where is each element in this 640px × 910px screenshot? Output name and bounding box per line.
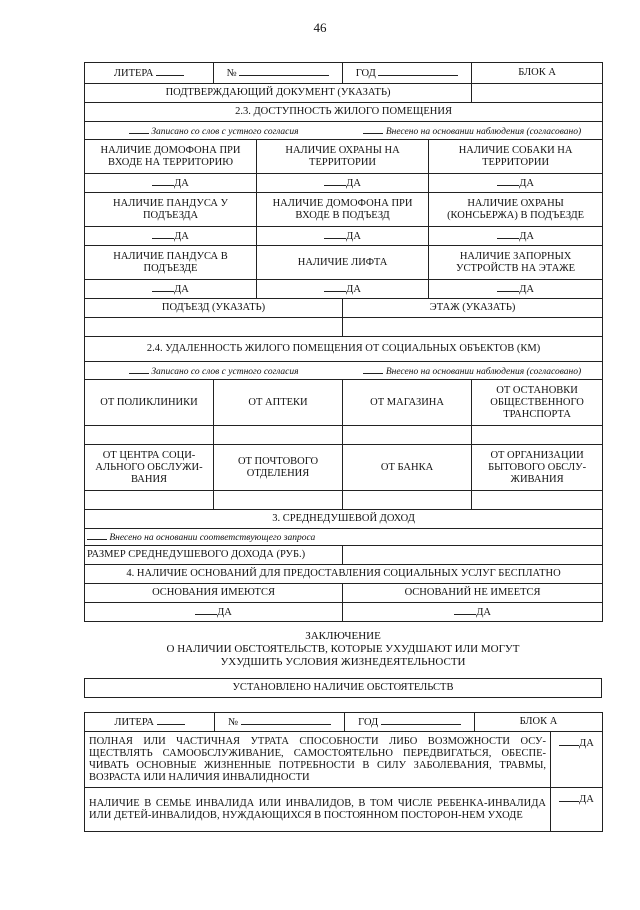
yes-checkbox[interactable]: ДА: [343, 603, 603, 622]
established-table: [84, 678, 602, 698]
dog-territory-label: НАЛИЧИЕ СОБАКИ НА ТЕРРИТОРИИ: [429, 140, 603, 174]
distance-input[interactable]: [472, 491, 603, 510]
note-request[interactable]: Внесено на основании соответствующего запроса: [85, 529, 603, 546]
from-shop-label: ОТ МАГАЗИНА: [343, 380, 472, 426]
distance-input[interactable]: [343, 491, 472, 510]
income-label: РАЗМЕР СРЕДНЕДУШЕВОГО ДОХОДА (РУБ.): [85, 546, 343, 565]
note-observation[interactable]: Внесено на основании наблюдения (согласовано): [343, 362, 603, 380]
from-services-label: ОТ ОРГАНИЗАЦИИ БЫТОВОГО ОБСЛУ-ЖИВАНИЯ: [472, 445, 603, 491]
block-label: БЛОК А: [472, 63, 603, 84]
circumstances-table: [84, 712, 603, 732]
yes-checkbox[interactable]: ДА: [257, 174, 429, 193]
yes-checkbox[interactable]: ДА: [257, 227, 429, 246]
entrance-label: ПОДЪЕЗД (УКАЗАТЬ): [85, 299, 343, 318]
confirm-doc-label: ПОДТВЕРЖДАЮЩИЙ ДОКУМЕНТ (УКАЗАТЬ): [85, 84, 472, 103]
elevator-label: НАЛИЧИЕ ЛИФТА: [257, 246, 429, 280]
from-social-center-label: ОТ ЦЕНТРА СОЦИ-АЛЬНОГО ОБСЛУЖИ-ВАНИЯ: [85, 445, 214, 491]
note-oral[interactable]: Записано со слов с устного согласия: [85, 122, 343, 140]
circumstance-disability: ПОЛНАЯ ИЛИ ЧАСТИЧНАЯ УТРАТА СПОСОБНОСТИ ЛИБО ВОЗМОЖНОСТИ ОСУ-ЩЕСТВЛЯТЬ САМООБСЛУЖИВАНИЕ, САМОСТОЯТЕЛЬНО ПЕРЕДВИГАТЬСЯ, ОБЕСПЕ-ЧИВАТЬ ОСНОВНЫЕ ЖИЗНЕННЫЕ ПОТРЕБНОСТИ В СИЛУ ЗАБОЛЕВАНИЯ, ТРАВМЫ, ВОЗРАСТА ИЛИ НАЛИЧИЯ ИНВАЛИДНОСТИ: [85, 732, 551, 788]
distance-input[interactable]: [214, 426, 343, 445]
distance-input[interactable]: [343, 426, 472, 445]
note-oral[interactable]: Записано со слов с устного согласия: [85, 362, 343, 380]
number-field[interactable]: №: [214, 63, 343, 84]
distance-input[interactable]: [214, 491, 343, 510]
established-label: УСТАНОВЛЕНО НАЛИЧИЕ ОБСТОЯТЕЛЬСТВ: [85, 679, 602, 698]
yes-checkbox[interactable]: ДА: [551, 732, 603, 788]
intercom-territory-label: НАЛИЧИЕ ДОМОФОНА ПРИ ВХОДЕ НА ТЕРРИТОРИЮ: [85, 140, 257, 174]
income-input[interactable]: [343, 546, 603, 565]
confirm-doc-input[interactable]: [472, 84, 603, 103]
yes-checkbox[interactable]: ДА: [429, 174, 603, 193]
grounds-exist-label: ОСНОВАНИЯ ИМЕЮТСЯ: [85, 584, 343, 603]
from-transport-label: ОТ ОСТАНОВКИ ОБЩЕСТВЕННОГО ТРАНСПОРТА: [472, 380, 603, 426]
guard-territory-label: НАЛИЧИЕ ОХРАНЫ НА ТЕРРИТОРИИ: [257, 140, 429, 174]
locks-floor-label: НАЛИЧИЕ ЗАПОРНЫХ УСТРОЙСТВ НА ЭТАЖЕ: [429, 246, 603, 280]
section-4-title: 4. НАЛИЧИЕ ОСНОВАНИЙ ДЛЯ ПРЕДОСТАВЛЕНИЯ СОЦИАЛЬНЫХ УСЛУГ БЕСПЛАТНО: [85, 565, 603, 584]
intercom-entrance-label: НАЛИЧИЕ ДОМОФОНА ПРИ ВХОДЕ В ПОДЪЕЗД: [257, 193, 429, 227]
floor-input[interactable]: [343, 318, 603, 337]
distance-input[interactable]: [472, 426, 603, 445]
note-observation[interactable]: Внесено на основании наблюдения (согласовано): [343, 122, 603, 140]
litera-field[interactable]: ЛИТЕРА: [85, 63, 214, 84]
page-number: 46: [313, 20, 327, 35]
section-2-3-title: 2.3. ДОСТУПНОСТЬ ЖИЛОГО ПОМЕЩЕНИЯ: [85, 103, 603, 122]
yes-checkbox[interactable]: ДА: [551, 788, 603, 832]
concierge-label: НАЛИЧИЕ ОХРАНЫ (КОНСЬЕРЖА) В ПОДЪЕЗДЕ: [429, 193, 603, 227]
block-label: БЛОК А: [475, 713, 603, 732]
year-field[interactable]: ГОД: [343, 63, 472, 84]
yes-checkbox[interactable]: ДА: [85, 280, 257, 299]
circumstance-family-invalid: НАЛИЧИЕ В СЕМЬЕ ИНВАЛИДА ИЛИ ИНВАЛИДОВ, В ТОМ ЧИСЛЕ РЕБЕНКА-ИНВАЛИДА ИЛИ ДЕТЕЙ-ИНВАЛИДОВ, НУЖДАЮЩИХСЯ В ПОСТОЯННОМ ПОСТОРОН-НЕМ УХОДЕ: [85, 788, 551, 832]
distance-input[interactable]: [85, 426, 214, 445]
floor-label: ЭТАЖ (УКАЗАТЬ): [343, 299, 603, 318]
section-3-title: 3. СРЕДНЕДУШЕВОЙ ДОХОД: [85, 510, 603, 529]
entrance-input[interactable]: [85, 318, 343, 337]
litera-field[interactable]: ЛИТЕРА: [85, 713, 215, 732]
yes-checkbox[interactable]: ДА: [257, 280, 429, 299]
ramp-entrance-label: НАЛИЧИЕ ПАНДУСА У ПОДЪЕЗДА: [85, 193, 257, 227]
yes-checkbox[interactable]: ДА: [429, 280, 603, 299]
main-form-table: [84, 62, 603, 622]
year-field[interactable]: ГОД: [345, 713, 475, 732]
conclusion-heading: ЗАКЛЮЧЕНИЕ О НАЛИЧИИ ОБСТОЯТЕЛЬСТВ, КОТОРЫЕ УХУДШАЮТ ИЛИ МОГУТ УХУДШИТЬ УСЛОВИЯ ЖИЗНЕДЕЯТЕЛЬНОСТИ: [166, 630, 520, 668]
number-field[interactable]: №: [215, 713, 345, 732]
distance-input[interactable]: [85, 491, 214, 510]
ramp-inside-label: НАЛИЧИЕ ПАНДУСА В ПОДЪЕЗДЕ: [85, 246, 257, 280]
yes-checkbox[interactable]: ДА: [85, 603, 343, 622]
from-pharmacy-label: ОТ АПТЕКИ: [214, 380, 343, 426]
circumstances-list: [84, 731, 603, 832]
from-post-office-label: ОТ ПОЧТОВОГО ОТДЕЛЕНИЯ: [214, 445, 343, 491]
yes-checkbox[interactable]: ДА: [429, 227, 603, 246]
no-grounds-label: ОСНОВАНИЙ НЕ ИМЕЕТСЯ: [343, 584, 603, 603]
from-clinic-label: ОТ ПОЛИКЛИНИКИ: [85, 380, 214, 426]
yes-checkbox[interactable]: ДА: [85, 174, 257, 193]
section-2-4-title: 2.4. УДАЛЕННОСТЬ ЖИЛОГО ПОМЕЩЕНИЯ ОТ СОЦИАЛЬНЫХ ОБЪЕКТОВ (КМ): [85, 337, 603, 362]
yes-checkbox[interactable]: ДА: [85, 227, 257, 246]
from-bank-label: ОТ БАНКА: [343, 445, 472, 491]
